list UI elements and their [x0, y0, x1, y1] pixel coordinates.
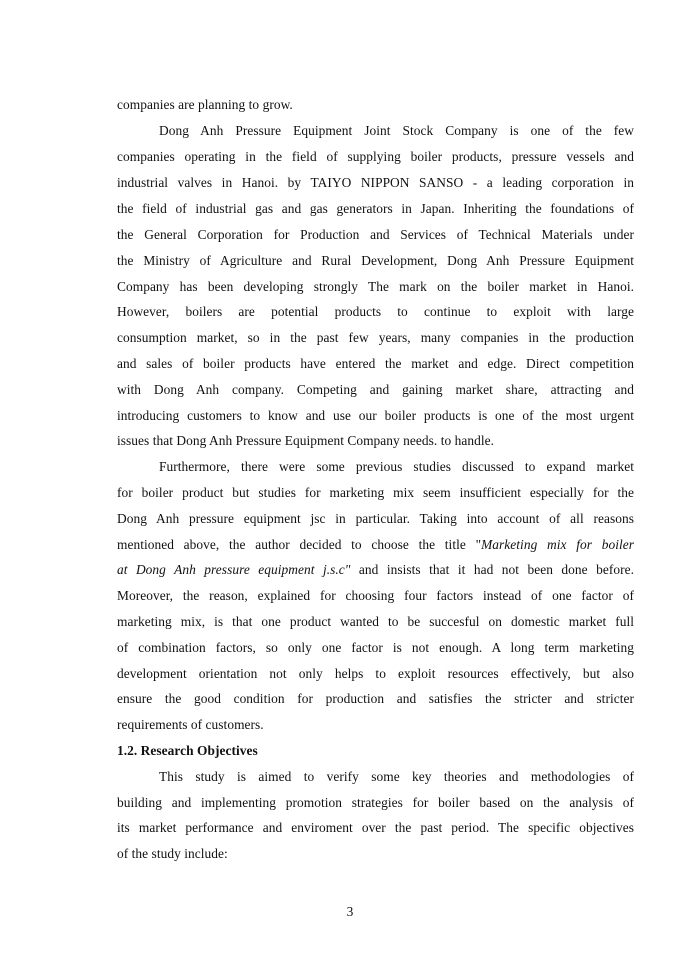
line-text: and insists that it had not been done before. — [350, 562, 634, 577]
paragraph-line: issues that Dong Anh Pressure Equipment Company needs. to handle. — [117, 433, 495, 448]
paragraph-line — [117, 536, 634, 554]
paragraph-line: Company has been developing strongly The mark on the boiler market in Hanoi. — [117, 279, 634, 294]
paragraph-line: This study is aimed to verify some key theories and methodologies of — [159, 769, 634, 784]
paragraph-line: the Ministry of Agriculture and Rural Development, Dong Anh Pressure Equipment — [117, 253, 634, 268]
paragraph-line: introducing customers to know and use our boiler products is one of the most urgent — [117, 408, 634, 423]
paragraph-line: with Dong Anh company. Competing and gaining market share, attracting and — [117, 382, 634, 397]
paragraph-line: Dong Anh Pressure Equipment Joint Stock Company is one of the few — [159, 123, 634, 138]
paragraph-line: marketing mix, is that one product wanted to be succesful on domestic market full — [117, 614, 634, 629]
paragraph-line: companies operating in the field of supplying boiler products, pressure vessels and — [117, 149, 634, 164]
paragraph-line: of combination factors, so only one factor is not enough. A long term marketing — [117, 640, 634, 655]
line-text: mentioned above, the author decided to choose the title " — [117, 537, 482, 552]
paragraph-line: Dong Anh pressure equipment jsc in particular. Taking into account of all reasons — [117, 511, 634, 526]
paragraph-line: requirements of customers. — [117, 717, 264, 732]
section-heading: 1.2. Research Objectives — [117, 743, 258, 758]
thesis-title-italic: Marketing mix for boiler — [481, 537, 634, 552]
paragraph-line: Moreover, the reason, explained for choosing four factors instead of one factor of — [117, 588, 634, 603]
paragraph-line: its market performance and enviroment over the past period. The specific objectives — [117, 820, 634, 835]
paragraph-line: and sales of boiler products have entered the market and edge. Direct competition — [117, 356, 634, 371]
paragraph-line — [117, 561, 634, 579]
paragraph-line: development orientation not only helps to exploit resources effectively, but also — [117, 666, 634, 681]
paragraph-line: However, boilers are potential products to continue to exploit with large — [117, 304, 634, 319]
page-number: 3 — [346, 904, 354, 919]
continuation-line: companies are planning to grow. — [117, 97, 293, 112]
paragraph-line: ensure the good condition for production and satisfies the stricter and stricter — [117, 691, 634, 706]
paragraph-line: the General Corporation for Production and Services of Technical Materials under — [117, 227, 634, 242]
paragraph-line: industrial valves in Hanoi. by TAIYO NIPPON SANSO - a leading corporation in — [117, 175, 634, 190]
paragraph-line: consumption market, so in the past few years, many companies in the production — [117, 330, 634, 345]
paragraph-line: the field of industrial gas and gas generators in Japan. Inheriting the foundations of — [117, 201, 634, 216]
paragraph-line: of the study include: — [117, 846, 228, 861]
paragraph-line: for boiler product but studies for marketing mix seem insufficient especially for the — [117, 485, 634, 500]
paragraph-line: building and implementing promotion strategies for boiler based on the analysis of — [117, 795, 634, 810]
paragraph-line: Furthermore, there were some previous studies discussed to expand market — [159, 459, 634, 474]
thesis-title-italic: at Dong Anh pressure equipment j.s.c" — [117, 562, 351, 577]
